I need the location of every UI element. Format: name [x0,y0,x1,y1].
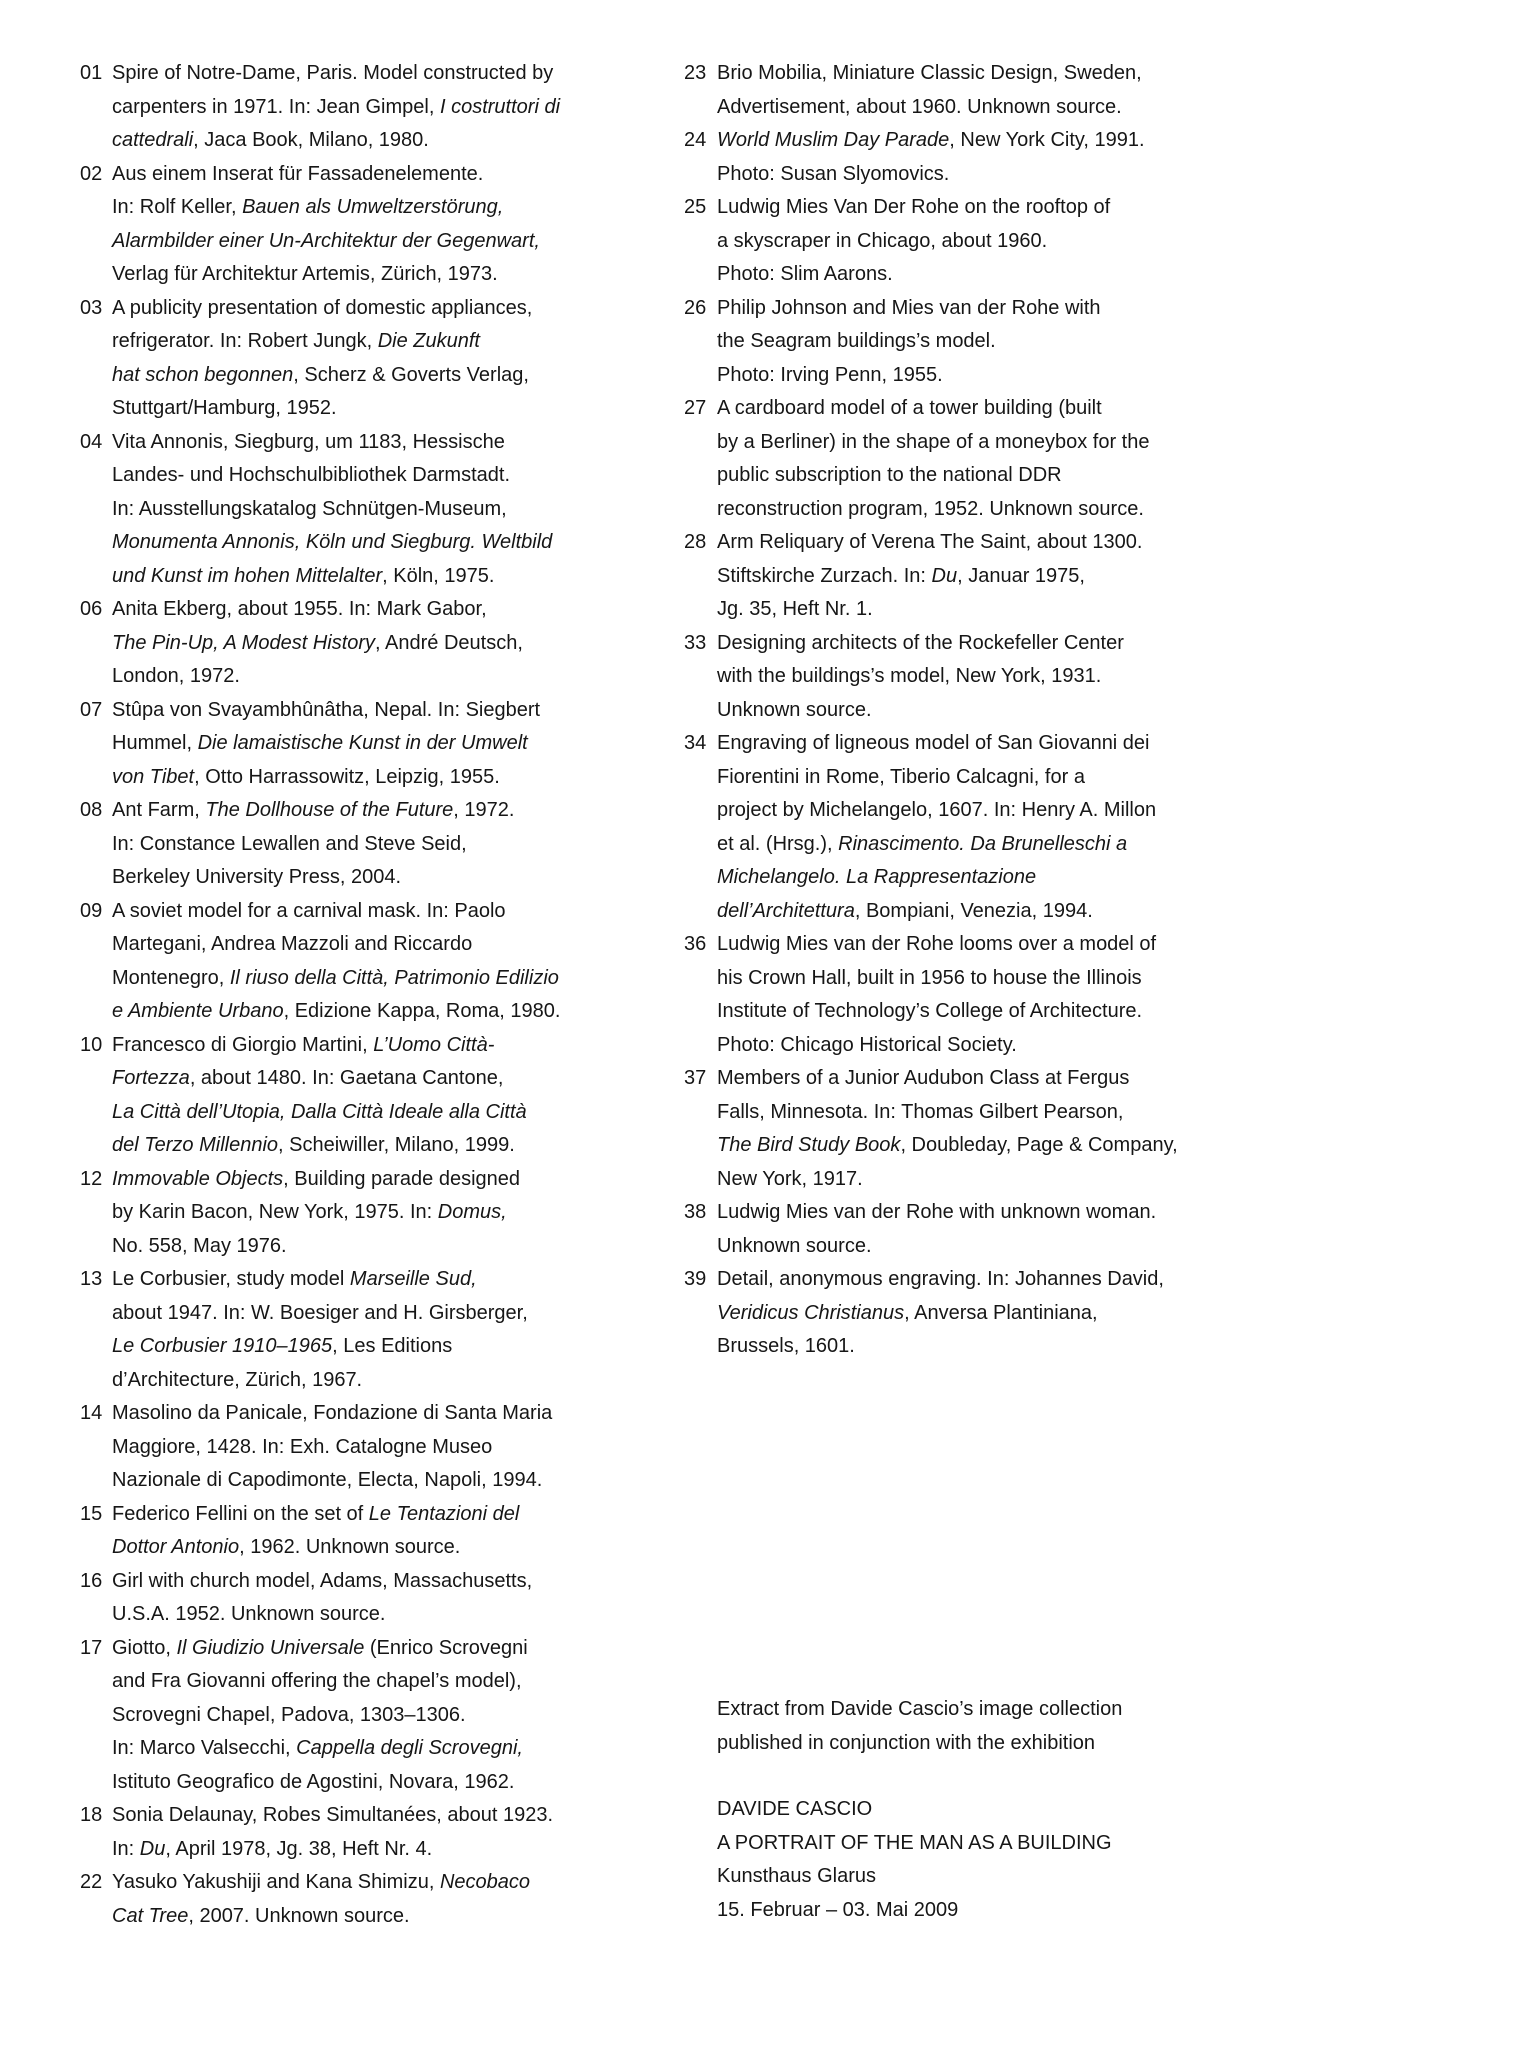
credit-line [717,426,1324,460]
credit-segment-italic: cattedrali [112,129,194,151]
credit-line [112,124,676,158]
credit-line [112,292,676,326]
credit-line [112,1096,676,1130]
credit-segment: , André Deutsch, [375,631,523,654]
credit-item-34 [684,727,1324,928]
credit-line [112,1230,676,1264]
credit-segment: Spire of Notre-Dame, Paris. Model constructed by [112,62,554,84]
credit-segment: and Fra Giovanni offering the chapel’s model), [112,1670,522,1692]
credit-line [112,1900,676,1934]
credit-line [112,660,676,694]
credit-segment: Brio Mobilia, Miniature Classic Design, Sweden, [717,62,1142,84]
credit-segment: Anita Ekberg, about 1955. In: Mark Gabor, [112,598,487,620]
credit-segment: , New York City, 1991. [949,129,1145,151]
credit-line [717,1029,1324,1063]
credit-segment: , Januar 1975, [957,564,1085,587]
credit-segment: Stiftskirche Zurzach. In: [717,564,932,587]
extract-line: published in conjunction with the exhibition [717,1731,1096,1754]
credit-line [717,1163,1324,1197]
exhibition-title: A PORTRAIT OF THE MAN AS A BUILDING [717,1831,1112,1854]
credit-segment: Verlag für Architektur Artemis, Zürich, 1973. [112,263,498,285]
credit-line [112,325,676,359]
credit-line [717,794,1324,828]
credit-line [717,459,1324,493]
credit-segment: Maggiore, 1428. In: Exh. Catalogne Museo [112,1435,493,1458]
credit-segment: , Köln, 1975. [382,564,495,587]
credit-segment-italic: dell’Architettura [717,899,855,922]
item-number: 24 [684,129,707,151]
credit-segment: Aus einem Inserat für Fassadenelemente. [112,162,484,185]
item-number: 36 [684,933,707,955]
credit-line [717,258,1324,292]
credit-segment: In: Marco Valsecchi, [112,1737,297,1759]
item-number: 22 [80,1871,103,1893]
item-number: 08 [80,799,103,821]
item-number: 25 [684,196,707,218]
credit-segment: , Les Editions [332,1335,453,1357]
credit-segment: by a Berliner) in the shape of a moneybox for the [717,430,1150,453]
credit-item-26 [684,292,1324,393]
credit-line [717,861,1324,895]
item-number: 04 [80,430,103,453]
credit-segment-italic: Le Corbusier 1910–1965 [112,1335,333,1357]
credit-segment: Photo: Irving Penn, 1955. [717,363,943,386]
credit-segment: Berkeley University Press, 2004. [112,866,402,888]
credit-item-22 [80,1866,676,1933]
credit-segment: , 2007. Unknown source. [188,1904,410,1927]
credit-segment-italic: Le Tentazioni del [368,1502,520,1525]
credit-item-13 [80,1263,676,1397]
item-number: 14 [80,1402,103,1424]
credit-segment-italic: Fortezza [112,1067,190,1089]
credit-line [112,794,676,828]
credit-segment: Stuttgart/Hamburg, 1952. [112,397,337,419]
item-number: 27 [684,397,707,419]
credit-line [717,593,1324,627]
credit-line [717,1096,1324,1130]
credit-item-24 [684,124,1324,191]
item-number: 02 [80,162,103,185]
credit-segment: , Bompiani, Venezia, 1994. [854,899,1093,922]
credit-segment-italic: I costruttori di [439,95,561,118]
exhibition-venue: Kunsthaus Glarus [717,1865,876,1887]
credit-line [112,1799,676,1833]
item-number: 13 [80,1268,103,1290]
item-number: 16 [80,1569,103,1592]
credit-line [112,526,676,560]
credit-segment-italic: The Dollhouse of the Future [205,799,454,821]
credit-segment: Federico Fellini on the set of [112,1502,369,1525]
credit-line [112,1062,676,1096]
credit-line [112,359,676,393]
credit-line [717,57,1324,91]
credit-segment: U.S.A. 1952. Unknown source. [112,1603,386,1625]
credit-segment: , Anversa Plantiniana, [904,1301,1098,1324]
credit-line [112,1163,676,1197]
credit-segment: Stûpa von Svayambhûnâtha, Nepal. In: Siegbert [112,698,541,721]
credit-line [112,1732,676,1766]
credit-line [112,727,676,761]
credit-line [717,359,1324,393]
credit-line [717,1062,1324,1096]
credit-segment: , Building parade designed [283,1167,521,1190]
credit-segment: project by Michelangelo, 1607. In: Henry A. Millon [717,799,1157,821]
credit-line [112,828,676,862]
credit-segment-italic: Du [931,564,958,587]
credit-segment-italic: und Kunst im hohen Mittelalter [112,564,383,587]
credit-line [717,124,1324,158]
credit-segment: , Jaca Book, Milano, 1980. [193,129,429,151]
credit-line [717,1330,1324,1364]
credit-item-18 [80,1799,676,1866]
credit-segment: et al. (Hrsg.), [717,832,839,855]
credit-segment-italic: hat schon begonnen [112,363,294,386]
credit-line [112,225,676,259]
credit-line [717,158,1324,192]
credit-line [717,727,1324,761]
item-number: 09 [80,899,103,922]
credit-segment: Masolino da Panicale, Fondazione di Santa Maria [112,1402,553,1424]
credit-segment: Philip Johnson and Mies van der Rohe with [717,296,1101,319]
credit-segment: Engraving of ligneous model of San Giovanni dei [717,732,1150,754]
credit-segment: Ludwig Mies van der Rohe with unknown woman. [717,1201,1157,1223]
credit-item-27 [684,392,1324,526]
credit-item-07 [80,694,676,795]
credit-segment: A soviet model for a carnival mask. In: Paolo [112,899,506,922]
credit-segment-italic: Immovable Objects [112,1167,284,1190]
credit-line [717,526,1324,560]
credit-segment: , Scheiwiller, Milano, 1999. [278,1134,515,1156]
credit-segment: his Crown Hall, built in 1956 to house the Illinois [717,966,1142,989]
credit-segment: Brussels, 1601. [717,1335,855,1357]
credit-item-28 [684,526,1324,627]
credit-segment: Fiorentini in Rome, Tiberio Calcagni, for a [717,765,1085,788]
credit-segment-italic: World Muslim Day Parade [717,129,950,151]
credit-segment-italic: e Ambiente Urbano [112,1000,284,1022]
credit-line [112,560,676,594]
credit-segment: , Otto Harrassowitz, Leipzig, 1955. [194,765,500,788]
credit-line [112,1263,676,1297]
credit-item-15 [80,1498,676,1565]
credit-segment: Yasuko Yakushiji and Kana Shimizu, [112,1871,440,1893]
credit-item-04 [80,426,676,594]
item-number: 33 [684,631,707,654]
credit-segment: Unknown source. [717,1234,872,1257]
credit-line [717,627,1324,661]
credit-line [717,191,1324,225]
credit-segment: Falls, Minnesota. In: Thomas Gilbert Pearson, [717,1100,1124,1123]
credit-line [112,191,676,225]
credit-segment: (Enrico Scrovegni [364,1636,528,1659]
credit-line [112,1498,676,1532]
credit-line [112,158,676,192]
credit-line [717,928,1324,962]
credit-line [112,1699,676,1733]
credit-segment: about 1947. In: W. Boesiger and H. Girsberger, [112,1301,528,1324]
credit-line [112,1297,676,1331]
credit-line [717,828,1324,862]
credit-segment: d’Architecture, Zürich, 1967. [112,1368,363,1391]
credit-line [717,761,1324,795]
credit-segment: Scrovegni Chapel, Padova, 1303–1306. [112,1703,466,1726]
credit-segment: Ludwig Mies Van Der Rohe on the rooftop of [717,196,1111,218]
credit-segment-italic: Rinascimento. Da Brunelleschi a [838,832,1128,855]
credit-line [112,694,676,728]
credit-item-08 [80,794,676,895]
credit-line [112,1665,676,1699]
credit-segment: Ant Farm, [112,799,206,821]
credit-segment: , Scherz & Goverts Verlag, [293,363,529,386]
credit-segment: by Karin Bacon, New York, 1975. In: [112,1201,438,1223]
credit-segment: Ludwig Mies van der Rohe looms over a model of [717,933,1157,955]
exhibition-dates: 15. Februar – 03. Mai 2009 [717,1898,959,1921]
credit-segment: a skyscraper in Chicago, about 1960. [717,229,1048,252]
credit-line [112,761,676,795]
credit-segment: A cardboard model of a tower building (built [717,397,1102,419]
credit-segment: Detail, anonymous engraving. In: Johannes David, [717,1268,1164,1290]
credit-segment: , Doubleday, Page & Company, [900,1134,1178,1156]
credit-item-01 [80,57,676,158]
credit-segment: Jg. 35, Heft Nr. 1. [717,598,873,620]
credit-segment: , April 1978, Jg. 38, Heft Nr. 4. [165,1837,433,1860]
credit-item-16 [80,1565,676,1632]
credit-line [112,1531,676,1565]
credit-segment: In: Constance Lewallen and Steve Seid, [112,832,467,855]
item-number: 34 [684,732,707,754]
credit-segment: Montenegro, [112,966,230,989]
credit-line [112,627,676,661]
credit-line [112,1464,676,1498]
credit-segment-italic: Die Zukunft [377,330,480,352]
credit-line [112,1196,676,1230]
credit-segment: with the buildings’s model, New York, 1931. [717,665,1102,687]
credit-item-02 [80,158,676,292]
credit-segment: Photo: Susan Slyomovics. [717,162,950,185]
credit-line [112,895,676,929]
credit-segment-italic: Bauen als Umweltzerstörung, [242,196,504,218]
credit-line [717,1297,1324,1331]
credit-segment: , 1972. [453,799,515,821]
credit-segment-italic: Il Giudizio Universale [176,1636,365,1659]
credit-segment: Martegani, Andrea Mazzoli and Riccardo [112,933,473,955]
credit-line [717,660,1324,694]
credit-segment: carpenters in 1971. In: Jean Gimpel, [112,95,440,118]
credit-segment-italic: Veridicus Christianus [717,1301,905,1324]
credit-segment: Istituto Geografico de Agostini, Novara, 1962. [112,1770,515,1793]
extract-note [717,1693,1122,1760]
credit-line [112,57,676,91]
credit-line [112,258,676,292]
credit-segment: , 1962. Unknown source. [239,1536,461,1558]
credit-item-10 [80,1029,676,1163]
credit-line [112,1431,676,1465]
credit-segment-italic: Alarmbilder einer Un-Architektur der Gegenwart, [112,229,540,252]
credit-segment: Le Corbusier, study model [112,1268,350,1290]
credit-item-25 [684,191,1324,292]
credit-line [112,593,676,627]
credit-segment: Vita Annonis, Siegburg, um 1183, Hessische [112,430,505,453]
credit-item-09 [80,895,676,1029]
item-number: 03 [80,296,103,319]
credit-item-06 [80,593,676,694]
credits-column-left [80,57,676,1933]
item-number: 38 [684,1201,707,1223]
credit-line [112,459,676,493]
credit-segment: Landes- und Hochschulbibliothek Darmstadt. [112,464,510,486]
credit-line [717,1196,1324,1230]
credit-line [112,1397,676,1431]
credit-line [112,1866,676,1900]
credit-line [717,91,1324,125]
credit-segment-italic: Cappella degli Scrovegni, [296,1737,523,1759]
credit-segment: Giotto, [112,1636,177,1659]
item-number: 12 [80,1167,103,1190]
credit-line [717,1230,1324,1264]
credit-segment-italic: Dottor Antonio [112,1536,240,1558]
credit-segment: Photo: Slim Aarons. [717,263,893,285]
credit-segment: Sonia Delaunay, Robes Simultanées, about 1923. [112,1804,554,1826]
credit-line [112,1598,676,1632]
credit-item-17 [80,1632,676,1800]
credit-segment: In: Rolf Keller, [112,196,243,218]
credit-line [112,1129,676,1163]
credit-item-23 [684,57,1324,124]
credit-segment-italic: L’Uomo Città- [373,1033,495,1056]
item-number: 06 [80,598,103,620]
credit-line [112,1364,676,1398]
credit-line [717,392,1324,426]
credit-segment: refrigerator. In: Robert Jungk, [112,330,378,352]
credit-segment: Advertisement, about 1960. Unknown source. [717,95,1122,118]
credit-segment: Girl with church model, Adams, Massachusetts, [112,1569,533,1592]
credit-line [717,694,1324,728]
credit-segment: Designing architects of the Rockefeller Center [717,631,1124,654]
item-number: 07 [80,698,103,721]
credit-line [717,1129,1324,1163]
credit-item-38 [684,1196,1324,1263]
credit-item-33 [684,627,1324,728]
credit-line [717,225,1324,259]
credit-line [112,995,676,1029]
credit-segment: No. 558, May 1976. [112,1234,287,1257]
credit-segment-italic: Domus, [437,1201,507,1223]
credit-segment-italic: Michelangelo. La Rappresentazione [717,866,1037,888]
credit-item-37 [684,1062,1324,1196]
credit-line [717,1263,1324,1297]
credit-segment-italic: The Bird Study Book [717,1134,901,1156]
credit-segment: In: [112,1837,140,1860]
credit-segment: Members of a Junior Audubon Class at Fergus [717,1067,1130,1089]
credit-segment: reconstruction program, 1952. Unknown source. [717,497,1144,520]
exhibition-artist: DAVIDE CASCIO [717,1798,873,1820]
item-number: 37 [684,1067,707,1089]
credit-segment-italic: Die lamaistische Kunst in der Umwelt [197,732,528,754]
credit-line [717,325,1324,359]
credit-line [717,962,1324,996]
credit-segment: New York, 1917. [717,1167,863,1190]
credit-line [112,1330,676,1364]
item-number: 39 [684,1268,707,1290]
credit-line [112,493,676,527]
exhibition-info [717,1793,1112,1927]
item-number: 10 [80,1033,103,1056]
credit-segment: Unknown source. [717,698,872,721]
credit-segment-italic: The Pin-Up, A Modest History [112,631,376,654]
credit-segment: Nazionale di Capodimonte, Electa, Napoli, 1994. [112,1469,543,1491]
item-number: 23 [684,62,707,84]
credit-segment-italic: del Terzo Millennio [112,1134,279,1156]
credit-line [717,995,1324,1029]
credit-line [717,493,1324,527]
credit-line [112,1029,676,1063]
credit-segment-italic: Necobaco [439,1871,531,1893]
credit-line [717,292,1324,326]
credit-item-03 [80,292,676,426]
credit-line [112,962,676,996]
credit-segment: A publicity presentation of domestic appliances, [112,296,533,319]
credit-line [112,392,676,426]
credit-line [112,1833,676,1867]
credit-segment-italic: von Tibet [112,765,195,788]
item-number: 26 [684,296,707,319]
item-number: 17 [80,1636,103,1659]
credit-line [717,560,1324,594]
credit-line [112,1632,676,1666]
credit-segment: Arm Reliquary of Verena The Saint, about 1300. [717,531,1143,553]
credit-segment-italic: Marseille Sud, [349,1268,477,1290]
credit-line [112,1565,676,1599]
credits-column-right [684,57,1324,1364]
credit-line [717,895,1324,929]
credit-line [112,91,676,125]
item-number: 28 [684,531,707,553]
credit-segment-italic: Du [139,1837,166,1860]
credit-segment-italic: Cat Tree [112,1904,189,1927]
credit-segment: , Edizione Kappa, Roma, 1980. [283,1000,561,1022]
credit-segment-italic: La Città dell’Utopia, Dalla Città Ideale alla Città [112,1100,527,1123]
credit-segment: Francesco di Giorgio Martini, [112,1033,374,1056]
credit-segment-italic: Il riuso della Città, Patrimonio Edilizio [229,966,559,989]
credit-segment-italic: Monumenta Annonis, Köln und Siegburg. Weltbild [112,531,553,553]
credit-item-39 [684,1263,1324,1364]
credit-segment: Photo: Chicago Historical Society. [717,1033,1017,1056]
credit-item-14 [80,1397,676,1498]
credit-segment: public subscription to the national DDR [717,464,1062,486]
credit-segment: Institute of Technology’s College of Architecture. [717,1000,1143,1022]
extract-line: Extract from Davide Cascio’s image collection [717,1698,1123,1720]
credit-line [112,1766,676,1800]
credit-segment: the Seagram buildings’s model. [717,330,996,352]
credit-segment: , about 1480. In: Gaetana Cantone, [189,1067,504,1089]
credit-segment: Hummel, [112,732,198,754]
credit-item-12 [80,1163,676,1264]
credit-segment: London, 1972. [112,665,240,687]
credit-item-36 [684,928,1324,1062]
item-number: 18 [80,1804,103,1826]
item-number: 01 [80,62,103,84]
credit-line [112,861,676,895]
credit-line [112,928,676,962]
credit-segment: In: Ausstellungskatalog Schnütgen-Museum, [112,497,507,520]
credit-line [112,426,676,460]
item-number: 15 [80,1502,103,1525]
